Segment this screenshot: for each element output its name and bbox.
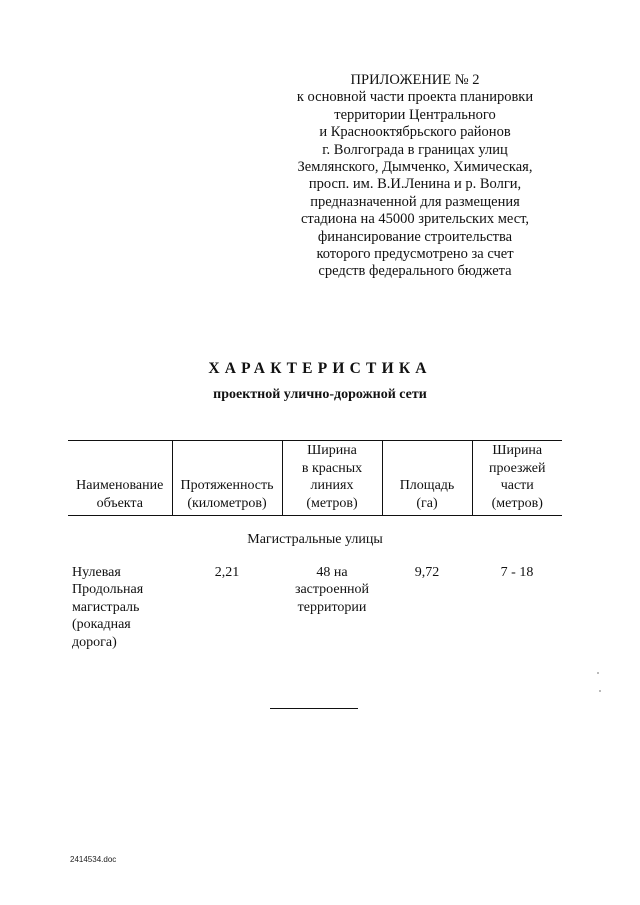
document-subtitle: проектной улично-дорожной сети (213, 387, 427, 402)
section-label: Магистральные улицы (247, 532, 383, 547)
end-separator-line (270, 708, 358, 709)
document-title: ХАРАКТЕРИСТИКА (208, 360, 432, 377)
header-length: Протяженность (километров) (172, 441, 282, 516)
header-object-name: Наименование объекта (68, 441, 172, 516)
appendix-line: территории Центрального (334, 106, 496, 123)
appendix-line: к основной части проекта планировки (296, 89, 534, 106)
table-section-row (68, 516, 562, 564)
appendix-line: предназначенной для размещения (310, 193, 520, 210)
scan-speck (599, 690, 601, 692)
appendix-line: г. Волгограда в границах улиц (322, 141, 508, 158)
table-row (68, 564, 562, 652)
appendix-line: просп. им. В.И.Ленина и р. Волги, (308, 176, 522, 193)
appendix-heading: ПРИЛОЖЕНИЕ № 2 (350, 72, 480, 88)
appendix-line: и Краснооктябрьского районов (319, 124, 511, 141)
cell-length: 2,21 (214, 564, 240, 580)
appendix-line: финансирование строительства (317, 228, 513, 245)
appendix-line: Землянского, Дымченко, Химическая, (297, 159, 533, 176)
road-network-table (68, 440, 562, 651)
cell-object-name: Нулевая Продольная магистраль (рокадная дорога) (72, 564, 144, 650)
scan-speck (597, 672, 599, 674)
appendix-line: которого предусмотрено за счет (316, 246, 514, 263)
cell-carriageway-width: 7 - 18 (500, 564, 534, 580)
appendix-line: средств федерального бюджета (318, 263, 512, 280)
header-red-lines-width: Ширина в красных линиях (метров) (282, 441, 382, 516)
header-carriageway-width: Ширина проезжей части (метров) (472, 441, 562, 516)
appendix-line: стадиона на 45000 зрительских мест, (300, 211, 530, 228)
header-area: Площадь (га) (382, 441, 472, 516)
cell-area: 9,72 (414, 564, 440, 580)
file-name-footer: 2414534.doc (70, 855, 117, 864)
table-header-row (68, 441, 562, 516)
appendix-block (290, 72, 540, 281)
cell-red-lines-width: 48 на застроенной территории (294, 564, 370, 615)
